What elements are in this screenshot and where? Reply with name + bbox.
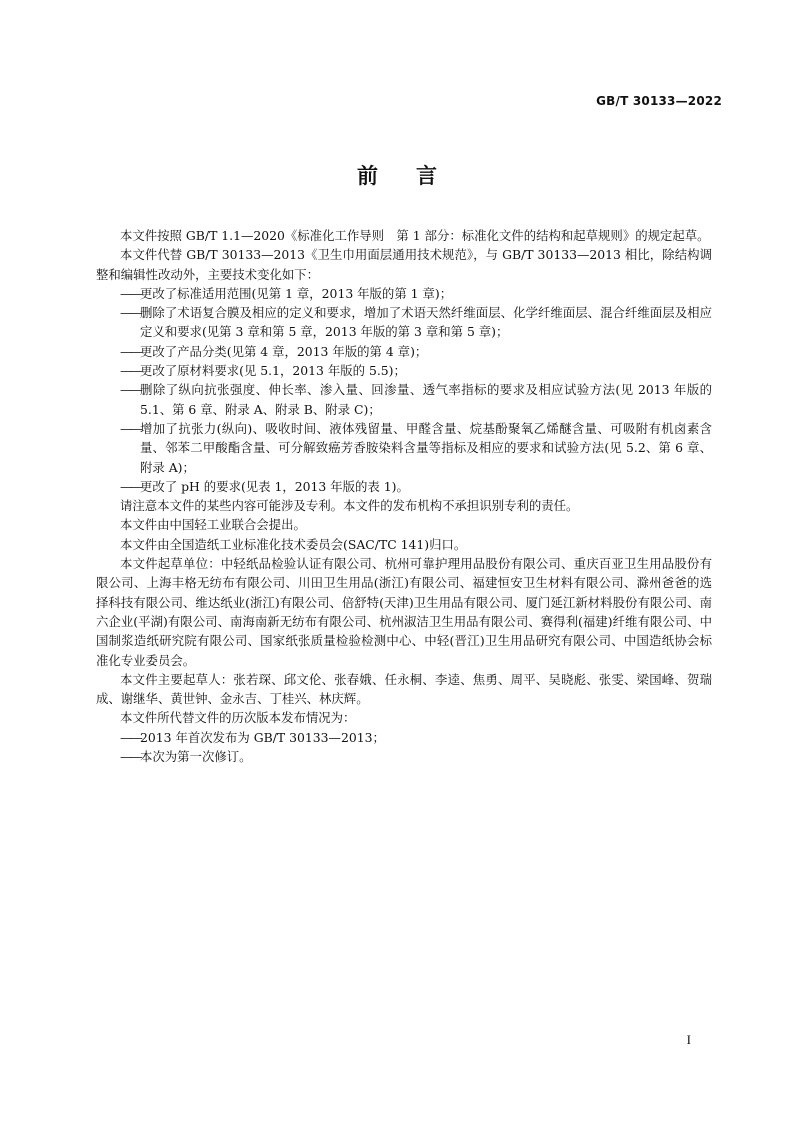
- dash-marker: ——: [120, 285, 141, 301]
- document-body: [96, 226, 712, 766]
- list-item: [96, 419, 712, 477]
- list-item: [96, 361, 712, 380]
- paragraph-drafting-units: 本文件起草单位：中轻纸品检验认证有限公司、杭州可靠护理用品股份有限公司、重庆百亚卫生用品股份有限公司、上海丰格无纺布有限公司、川田卫生用品(浙江)有限公司、福建恒安卫生材料有限公司、滁州爸爸的选择科技有限公司、维达纸业(浙江)有限公司、倍舒特(天津)卫生用品有限公司、厦门延江新材料股份有限公司、南六企业(平湖)有限公司、南海南新无纺布有限公司、杭州淑洁卫生用品有限公司、赛得利(福建)纤维有限公司、中国制浆造纸研究院有限公司、国家纸张质量检验检测中心、中轻(晋江)卫生用品研究有限公司、中国造纸协会标准化专业委员会。: [96, 556, 712, 668]
- paragraph-drafters: 本文件主要起草人：张若琛、邱文伦、张春娥、任永桐、李逵、焦勇、周平、吴晓彪、张雯、梁国峰、贺瑞成、谢继华、黄世钟、金永吉、丁桂兴、林庆辉。: [96, 671, 712, 707]
- paragraph-proposer: 本文件由中国轻工业联合会提出。: [120, 517, 306, 533]
- paragraph-history-intro: 本文件所代替文件的历次版本发布情况为：: [120, 710, 356, 726]
- list-item: [96, 728, 712, 747]
- dash-marker: ——: [120, 305, 141, 321]
- dash-marker: ——: [120, 729, 141, 745]
- list-item-text: 增加了抗张力(纵向)、吸收时间、液体残留量、甲醛含量、烷基酚聚氧乙烯醚含量、可吸附有机卤素含量、邻苯二甲酸酯含量、可分解致癌芳香胺染料含量等指标及相应的要求和试验方法(见 5.2、第 6 章、附录 A)；: [140, 420, 712, 475]
- list-item-text: 更改了 pH 的要求(见表 1，2013 年版的表 1)。: [140, 478, 409, 494]
- list-item: [96, 303, 712, 342]
- page-title: 前言: [357, 164, 475, 188]
- dash-marker: ——: [120, 478, 141, 494]
- list-item: [96, 284, 712, 303]
- dash-marker: ——: [120, 363, 141, 379]
- list-item-text: 删除了纵向抗张强度、伸长率、渗入量、回渗量、透气率指标的要求及相应试验方法(见 2013 年版的 5.1、第 6 章、附录 A、附录 B、附录 C)；: [140, 382, 712, 417]
- list-item-text: 本次为第一次修订。: [140, 749, 252, 765]
- list-item-text: 更改了标准适用范围(见第 1 章，2013 年版的第 1 章)；: [140, 285, 453, 301]
- list-item-text: 2013 年首次发布为 GB/T 30133—2013；: [140, 729, 385, 745]
- list-item: [96, 380, 712, 419]
- list-item-text: 更改了产品分类(见第 4 章，2013 年版的第 4 章)；: [140, 343, 428, 359]
- dash-marker: ——: [120, 343, 141, 359]
- list-item: [96, 342, 712, 361]
- list-item: [96, 477, 712, 496]
- dash-marker: ——: [120, 749, 141, 765]
- list-item-text: 更改了原材料要求(见 5.1，2013 年版的 5.5)；: [140, 363, 406, 379]
- paragraph-committee: 本文件由全国造纸工业标准化技术委员会(SAC/TC 141)归口。: [120, 536, 467, 552]
- standard-code: GB/T 30133—2022: [596, 94, 722, 108]
- dash-marker: ——: [120, 382, 141, 398]
- page-number: I: [686, 1032, 691, 1047]
- history-list: [96, 728, 712, 767]
- paragraph-patent-notice: 请注意本文件的某些内容可能涉及专利。本文件的发布机构不承担识别专利的责任。: [120, 498, 579, 514]
- paragraph-replacement: 本文件代替 GB/T 30133—2013《卫生巾用面层通用技术规范》，与 GB/T 30133—2013 相比，除结构调整和编辑性改动外，主要技术变化如下：: [96, 247, 712, 282]
- list-item: [96, 747, 712, 766]
- changes-list: [96, 284, 712, 496]
- paragraph-drafting-rules: 本文件按照 GB/T 1.1—2020《标准化工作导则 第 1 部分：标准化文件的结构和起草规则》的规定起草。: [120, 228, 710, 243]
- dash-marker: ——: [120, 420, 141, 436]
- list-item-text: 删除了术语复合膜及相应的定义和要求，增加了术语天然纤维面层、化学纤维面层、混合纤维面层及相应定义和要求(见第 3 章和第 5 章，2013 年版的第 3 章和第 5 章)；: [140, 305, 712, 340]
